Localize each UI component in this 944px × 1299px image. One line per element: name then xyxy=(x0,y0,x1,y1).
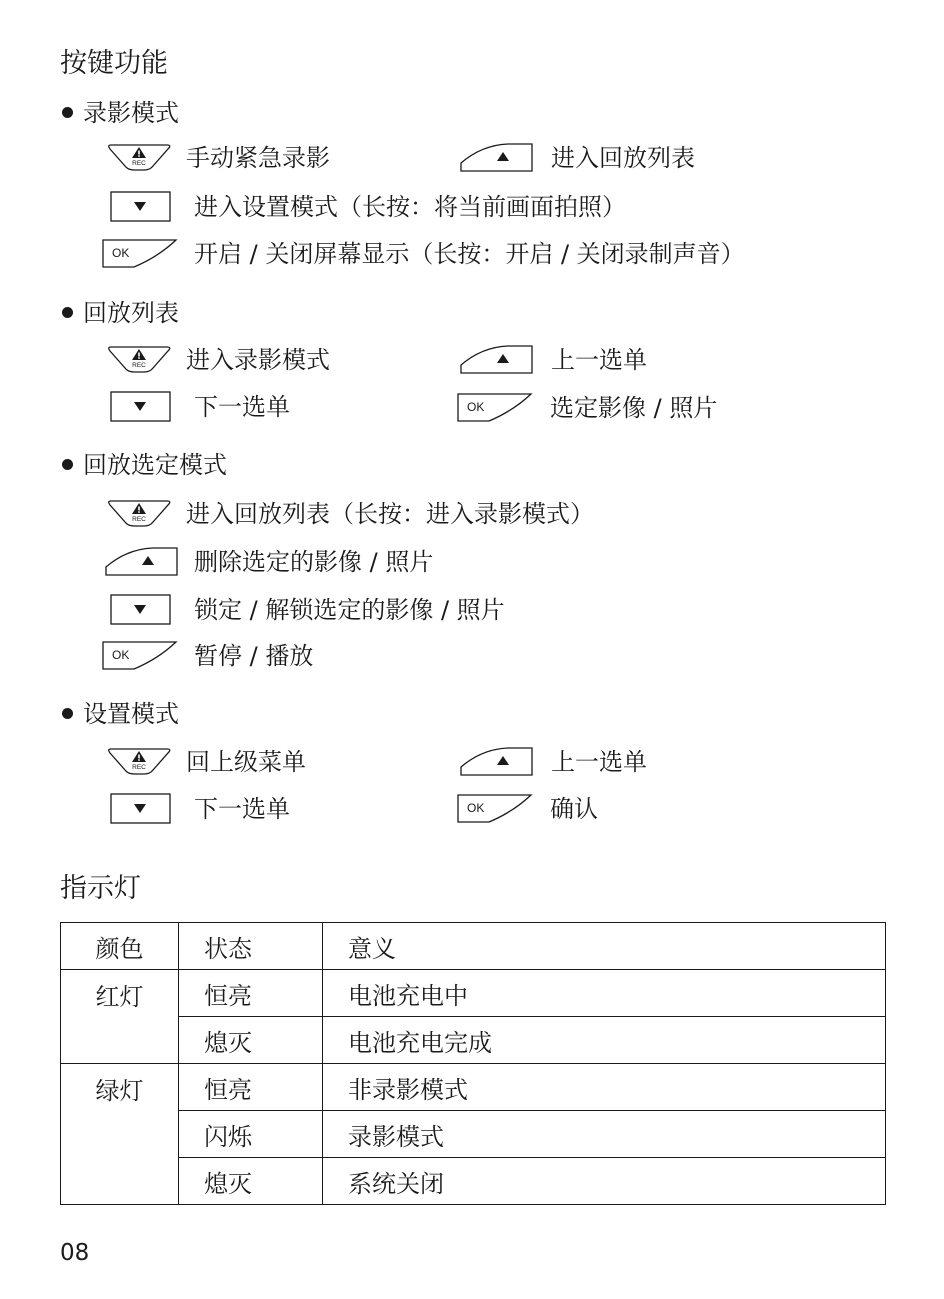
up-triangle-button-icon xyxy=(460,345,534,375)
key-row xyxy=(110,387,290,427)
key-function-label: 进入回放列表 xyxy=(551,144,695,172)
state-cell: 熄灭 xyxy=(179,1017,323,1064)
key-function-label: 进入设置模式（长按：将当前画面拍照） xyxy=(194,193,626,221)
key-function-label: 进入回放列表（长按：进入录影模式） xyxy=(186,500,594,528)
key-row xyxy=(108,340,330,380)
ok-button-icon xyxy=(457,794,533,824)
key-function-label: 上一选单 xyxy=(551,748,647,776)
bullet-dot xyxy=(62,708,73,719)
section-heading: 设置模式 xyxy=(83,700,179,728)
key-function-label: 下一选单 xyxy=(194,393,290,421)
key-function-label: 手动紧急录影 xyxy=(186,144,330,172)
key-function-label: 确认 xyxy=(550,795,598,823)
header-state: 状态 xyxy=(179,923,323,970)
bullet-dot xyxy=(62,307,73,318)
state-cell: 恒亮 xyxy=(179,1064,323,1111)
key-row xyxy=(460,138,695,178)
rec-warning-button-icon xyxy=(108,346,174,374)
key-row xyxy=(110,590,505,630)
key-function-label: 锁定 / 解锁选定的影像 / 照片 xyxy=(194,596,505,624)
key-row xyxy=(108,138,330,178)
table-header-row xyxy=(61,923,886,970)
table-row xyxy=(61,1158,886,1205)
down-triangle-button-icon xyxy=(110,594,172,626)
state-cell: 闪烁 xyxy=(179,1111,323,1158)
meaning-cell: 电池充电中 xyxy=(323,970,886,1017)
indicator-title: 指示灯 xyxy=(60,873,141,904)
meaning-cell: 电池充电完成 xyxy=(323,1017,886,1064)
header-meaning: 意义 xyxy=(323,923,886,970)
key-row xyxy=(110,187,626,227)
meaning-cell: 系统关闭 xyxy=(323,1158,886,1205)
table-row xyxy=(61,1064,886,1111)
rec-warning-button-icon xyxy=(108,748,174,776)
key-function-label: 下一选单 xyxy=(194,795,290,823)
up-triangle-button-icon xyxy=(460,143,534,173)
meaning-cell: 非录影模式 xyxy=(323,1064,886,1111)
key-row xyxy=(457,789,598,829)
key-function-label: 删除选定的影像 / 照片 xyxy=(194,548,434,576)
key-function-label: 回上级菜单 xyxy=(186,748,306,776)
table-row xyxy=(61,970,886,1017)
key-row xyxy=(105,542,433,582)
section-record-mode xyxy=(60,97,179,129)
key-function-label: 选定影像 / 照片 xyxy=(550,394,718,422)
bullet-dot xyxy=(62,107,73,118)
bullet-dot xyxy=(62,459,73,470)
rec-warning-button-icon xyxy=(108,500,174,528)
key-function-label: 上一选单 xyxy=(551,346,647,374)
down-triangle-button-icon xyxy=(110,191,172,223)
up-triangle-button-icon xyxy=(105,547,179,577)
ok-button-icon xyxy=(457,393,533,423)
up-triangle-button-icon xyxy=(460,747,534,777)
section-settings-mode xyxy=(60,698,179,730)
page-number: 08 xyxy=(60,1240,90,1266)
section-heading: 录影模式 xyxy=(83,99,179,127)
table-row xyxy=(61,1111,886,1158)
state-cell: 熄灭 xyxy=(179,1158,323,1205)
key-row xyxy=(102,636,313,676)
section-playback-selected-mode xyxy=(60,449,227,481)
down-triangle-button-icon xyxy=(110,391,172,423)
header-color: 颜色 xyxy=(61,923,179,970)
page-title: 按键功能 xyxy=(60,48,168,79)
section-playback-list xyxy=(60,297,179,329)
section-heading: 回放列表 xyxy=(83,299,179,327)
key-function-label: 暂停 / 播放 xyxy=(194,642,314,670)
key-row xyxy=(457,388,717,428)
down-triangle-button-icon xyxy=(110,793,172,825)
ok-button-icon xyxy=(102,641,178,671)
key-row xyxy=(460,340,647,380)
key-row xyxy=(108,494,594,534)
key-row xyxy=(108,742,306,782)
key-function-label: 开启 / 关闭屏幕显示（长按：开启 / 关闭录制声音） xyxy=(194,240,745,268)
state-cell: 恒亮 xyxy=(179,970,323,1017)
color-cell: 红灯 xyxy=(61,970,179,1064)
meaning-cell: 录影模式 xyxy=(323,1111,886,1158)
key-row xyxy=(460,742,647,782)
ok-button-icon xyxy=(102,239,178,269)
indicator-table xyxy=(60,922,886,1205)
color-cell: 绿灯 xyxy=(61,1064,179,1205)
table-row xyxy=(61,1017,886,1064)
key-function-label: 进入录影模式 xyxy=(186,346,330,374)
section-heading: 回放选定模式 xyxy=(83,451,227,479)
key-row xyxy=(102,234,745,274)
rec-warning-button-icon xyxy=(108,144,174,172)
key-row xyxy=(110,789,290,829)
